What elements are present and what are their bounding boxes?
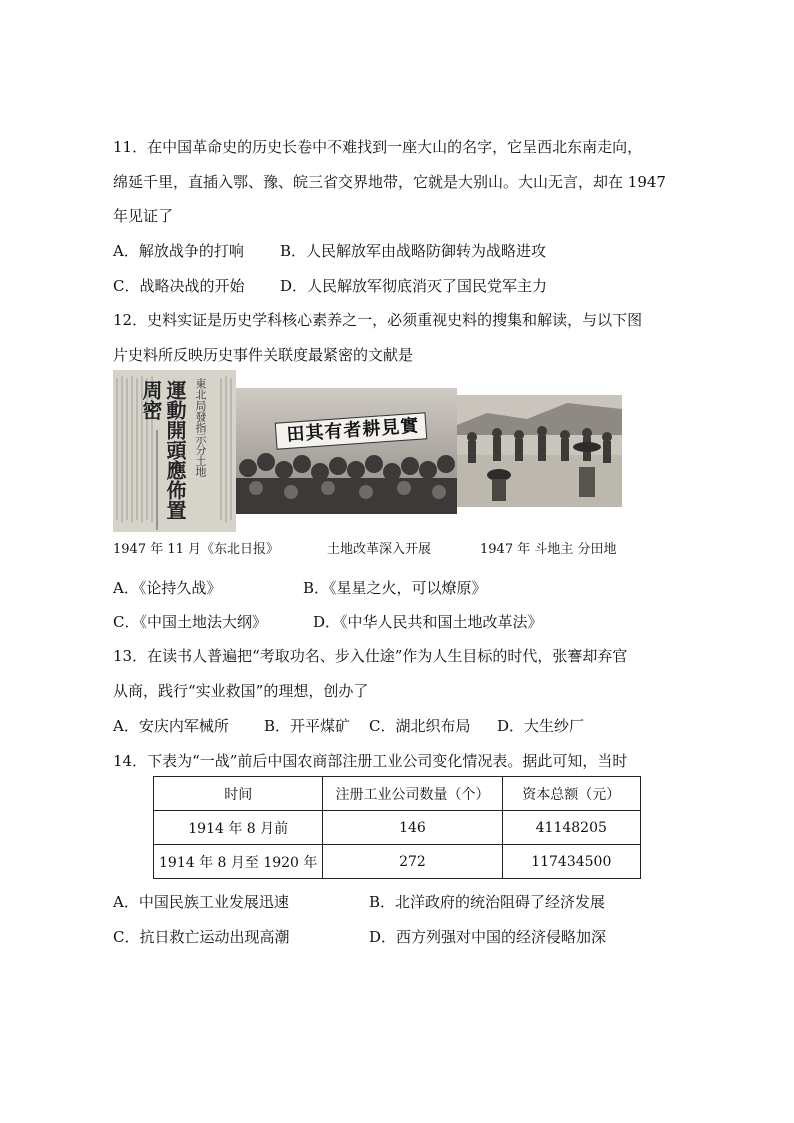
q14-option-b: B．北洋政府的统治阻碍了经济发展 (369, 893, 606, 911)
q13-option-d: D．大生纱厂 (497, 717, 585, 735)
q13-option-a: A．安庆内军械所 (113, 717, 229, 735)
q11-stem-line3: 年见证了 (113, 207, 174, 225)
q13-stem-line2: 从商，践行“实业救国”的理想，创办了 (113, 682, 369, 700)
industry-registration-table (153, 776, 641, 879)
table-row (154, 845, 641, 879)
table-header-cell: 时间 (154, 777, 323, 811)
q14-option-c: C．抗日救亡运动出现高潮 (113, 928, 290, 946)
q12-option-d: D．《中华人民共和国土地改革法》 (313, 613, 543, 631)
table-cell: 1914 年 8 月前 (154, 811, 323, 845)
q12-option-a: A．《论持久战》 (113, 579, 222, 597)
table-cell: 117434500 (502, 845, 640, 879)
table-cell: 146 (323, 811, 502, 845)
q14-option-a: A．中国民族工业发展迅速 (113, 893, 289, 911)
q11-option-a: A．解放战争的打响 (113, 242, 244, 260)
q11-option-b: B．人民解放军由战略防御转为战略进攻 (280, 242, 547, 260)
q13-stem-line1: 13．在读书人普遍把“考取功名、步入仕途”作为人生目标的时代，张謇却弃官 (113, 647, 628, 665)
land-reform-crowd-photo (236, 388, 457, 514)
q14-stem-line1: 14．下表为“一战”前后中国农商部注册工业公司变化情况表。据此可知，当时 (113, 752, 628, 770)
q11-stem-line2: 绵延千里，直插入鄂、豫、皖三省交界地带，它就是大别山。大山无言，却在 1947 (113, 173, 666, 191)
q13-option-b: B．开平煤矿 (264, 717, 351, 735)
table-header-row (154, 777, 641, 811)
q11-stem-line1: 11．在中国革命史的历史长卷中不难找到一座大山的名字，它呈西北东南走向， (113, 138, 643, 156)
q12-stem-line1: 12．史料实证是历史学科核心素养之一，必须重视史料的搜集和解读，与以下图 (113, 311, 643, 329)
caption-newspaper: 1947 年 11 月《东北日报》 (113, 542, 280, 557)
table-cell: 1914 年 8 月至 1920 年 (154, 845, 323, 879)
table-header-cell: 注册工业公司数量（个） (323, 777, 502, 811)
q11-option-c: C．战略决战的开始 (113, 277, 245, 295)
q14-option-d: D．西方列强对中国的经济侵略加深 (369, 928, 607, 946)
land-distribution-photo (457, 395, 622, 507)
table-cell: 41148205 (502, 811, 640, 845)
table-row (154, 811, 641, 845)
table-cell: 272 (323, 845, 502, 879)
newspaper-headline: 運動開頭應佈置周密 (139, 380, 187, 520)
caption-land-reform: 土地改革深入开展 (327, 542, 432, 557)
newspaper-subheadline: 東北局發指示分土地 (194, 378, 207, 477)
table-header-cell: 资本总额（元） (502, 777, 640, 811)
crowd-banner-text: 田其有者耕見實 (285, 415, 421, 446)
newspaper-photo (113, 370, 236, 532)
q11-option-d: D．人民解放军彻底消灭了国民党军主力 (280, 277, 548, 295)
q13-option-c: C．湖北织布局 (369, 717, 471, 735)
q12-stem-line2: 片史料所反映历史事件关联度最紧密的文献是 (113, 346, 414, 364)
caption-land-distribution: 1947 年 斗地主 分田地 (480, 542, 617, 557)
q12-option-c: C．《中国土地法大纲》 (113, 613, 267, 631)
q12-option-b: B．《星星之火，可以燎原》 (303, 579, 487, 597)
